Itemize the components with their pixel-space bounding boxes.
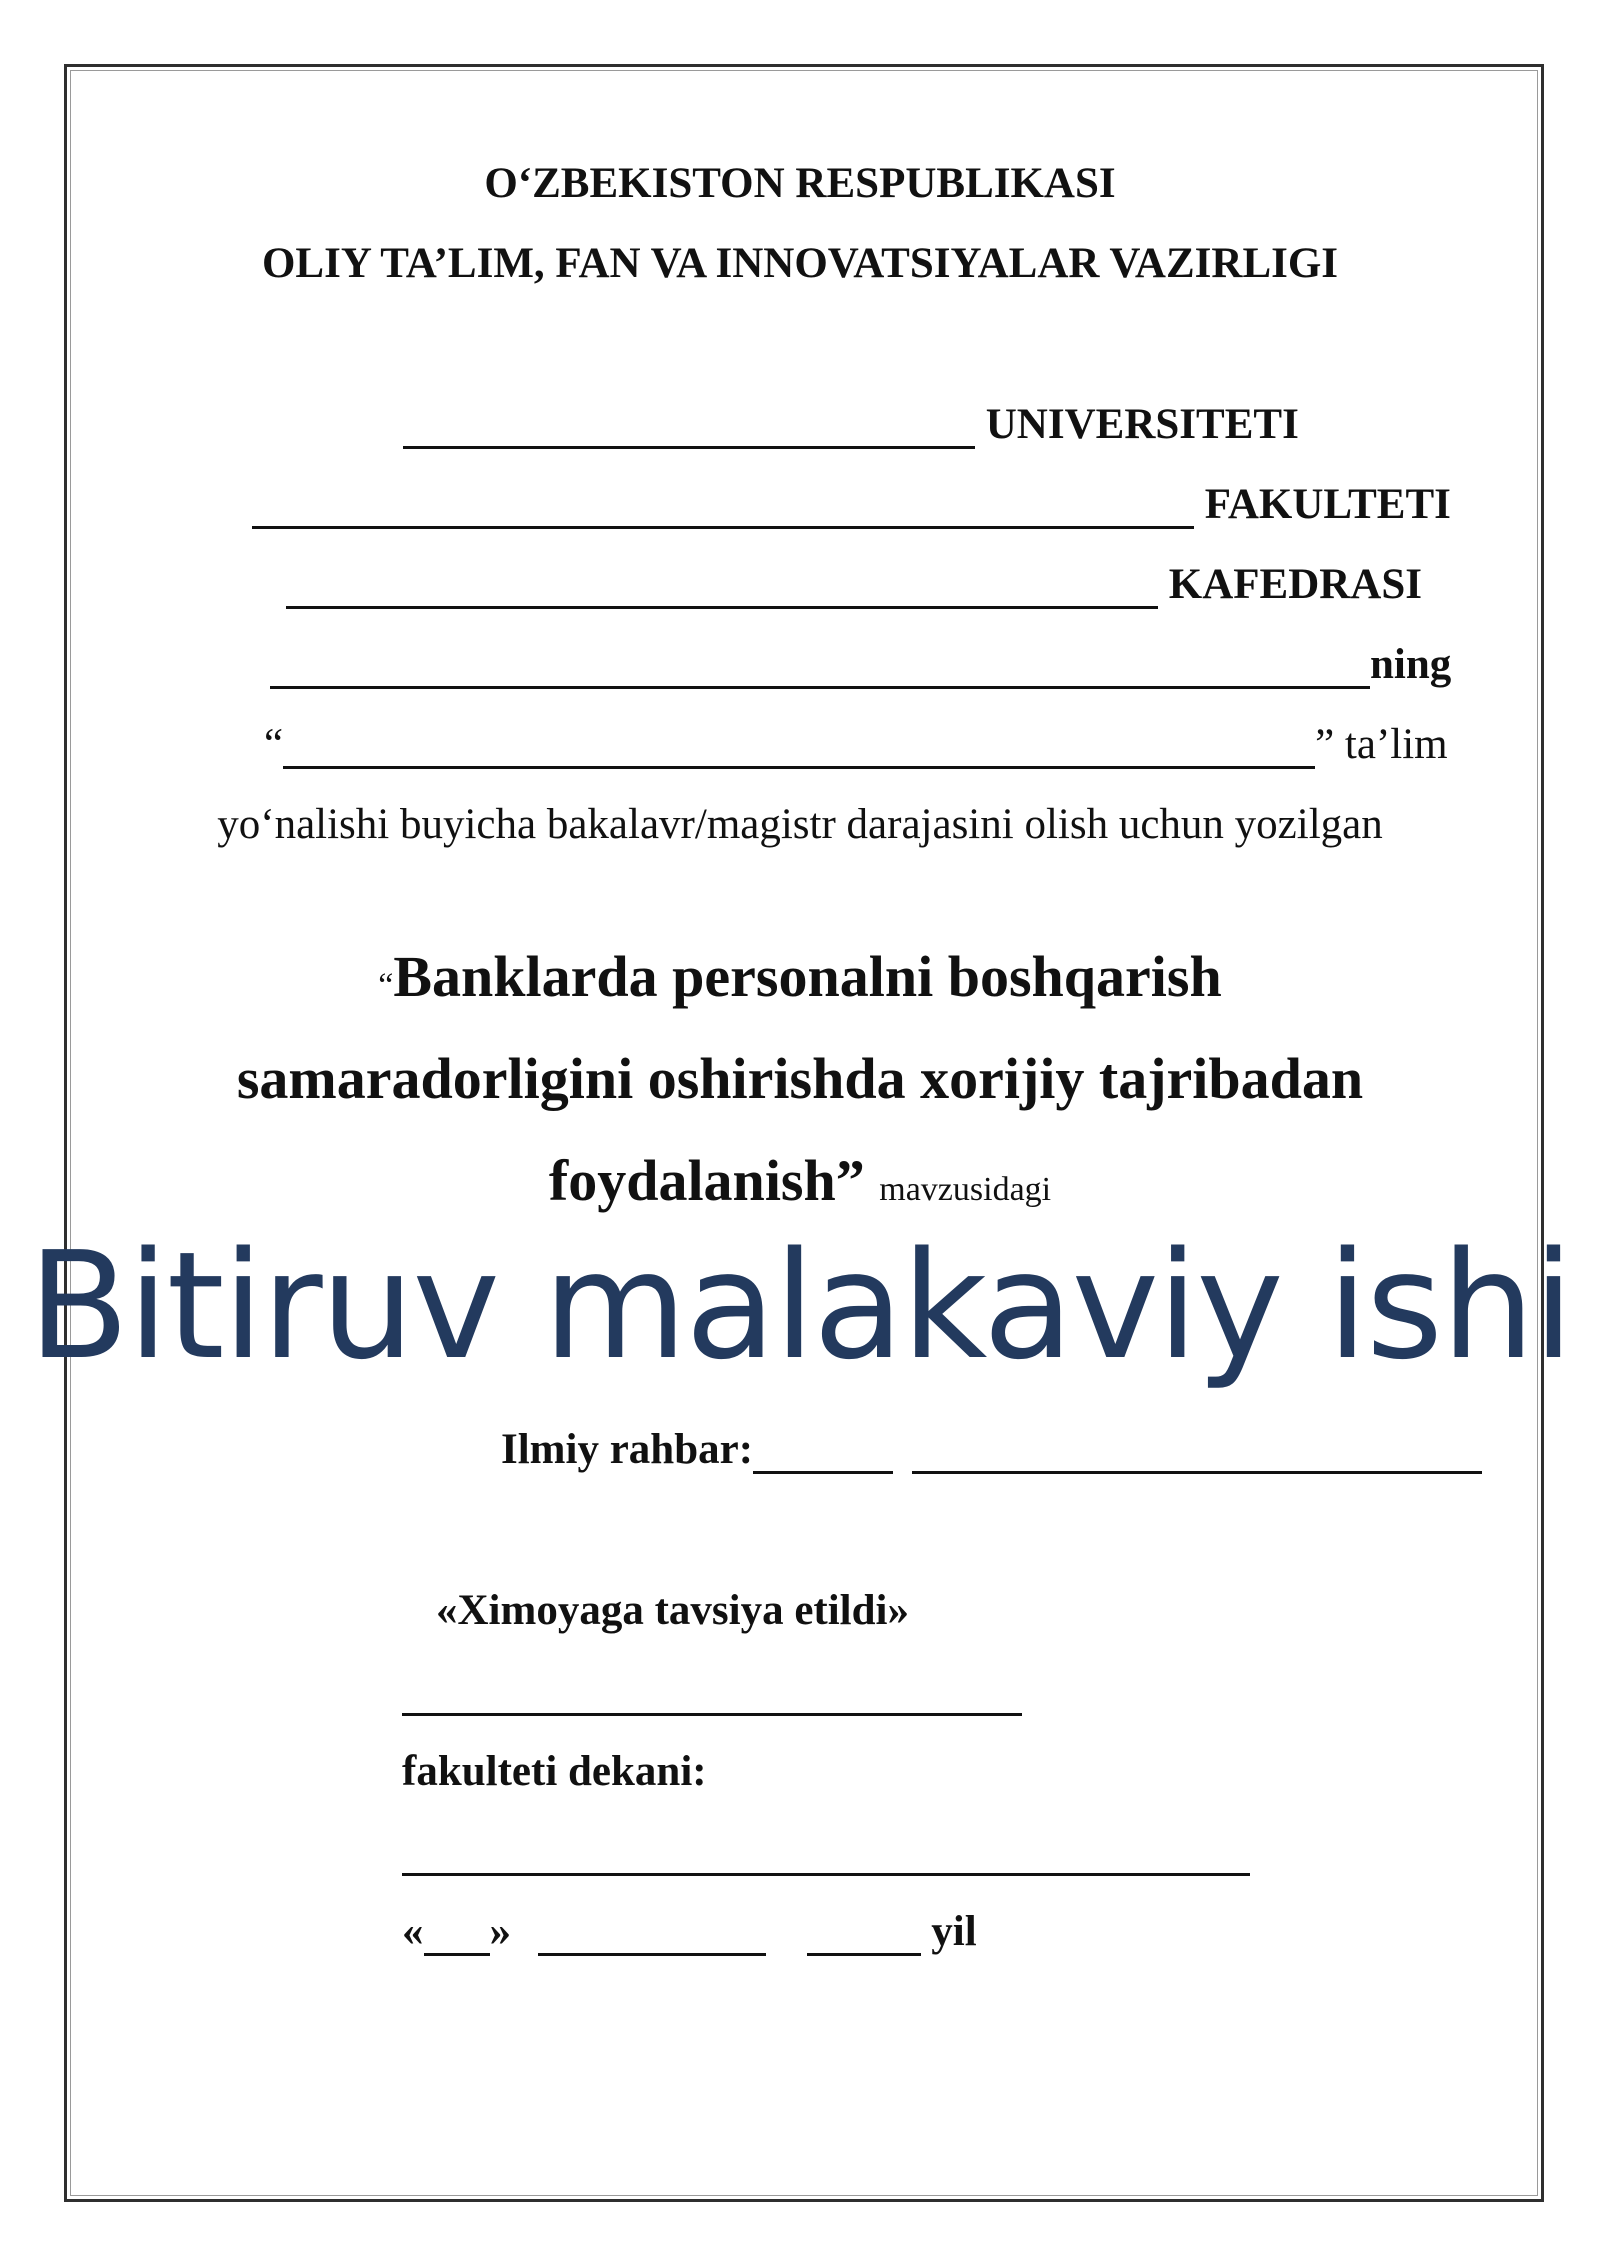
page-border xyxy=(64,64,1544,2202)
supervisor-label: Ilmiy rahbar: xyxy=(501,1426,754,1473)
department-blank xyxy=(286,563,1158,609)
supervisor-line xyxy=(501,1428,1482,1474)
direction-blank xyxy=(283,723,1315,769)
department-label: KAFEDRASI xyxy=(1168,561,1423,608)
topic-line-2: samaradorligini oshirishda xorijiy tajribadan xyxy=(236,1046,1364,1111)
dean-label: fakulteti dekani: xyxy=(402,1748,707,1795)
direction-line xyxy=(264,723,1448,769)
direction-close: ” ta’lim xyxy=(1315,721,1448,768)
date-year-blank xyxy=(807,1910,921,1956)
direction-open-quote: “ xyxy=(264,721,284,768)
year-label: yil xyxy=(931,1908,977,1955)
faculty-label: FAKULTETI xyxy=(1204,481,1451,528)
topic-open-quote: “ xyxy=(378,967,394,1004)
dean-signature-blank xyxy=(402,1830,1250,1876)
department-line xyxy=(286,563,1422,609)
topic-line-1-text: Banklarda personalni boshqarish xyxy=(393,944,1222,1009)
topic-suffix: mavzusidagi xyxy=(879,1171,1052,1208)
faculty-blank xyxy=(252,483,1194,529)
date-line xyxy=(402,1910,977,1956)
student-line xyxy=(270,643,1451,689)
university-blank xyxy=(403,403,975,449)
student-suffix: ning xyxy=(1370,641,1452,688)
recommend-signature-blank xyxy=(402,1670,1022,1716)
faculty-line xyxy=(252,483,1451,529)
date-open-quote: « xyxy=(402,1908,424,1955)
recommend-signature-line xyxy=(402,1670,1022,1716)
date-day-blank xyxy=(424,1910,490,1956)
date-month-blank xyxy=(538,1910,766,1956)
header-ministry: OLIY TA’LIM, FAN VA INNOVATSIYALAR VAZIRLIGI xyxy=(261,240,1339,287)
recommend-label: «Ximoyaga tavsiya etildi» xyxy=(436,1587,909,1634)
supervisor-blank-short xyxy=(753,1428,893,1474)
university-label: UNIVERSITETI xyxy=(985,401,1299,448)
topic-line-3 xyxy=(0,1148,1600,1213)
direction-sentence: yo‘nalishi buyicha bakalavr/magistr darajasini olish uchun yozilgan xyxy=(217,801,1383,848)
header-country: O‘ZBEKISTON RESPUBLIKASI xyxy=(484,160,1116,207)
page-border-inner xyxy=(70,70,1538,2196)
university-line xyxy=(403,403,1299,449)
student-blank xyxy=(270,643,1370,689)
date-close-quote: » xyxy=(489,1908,511,1955)
dean-signature-line xyxy=(402,1830,1250,1876)
topic-line-3-text: foydalanish” xyxy=(548,1148,865,1213)
supervisor-blank-long xyxy=(912,1428,1482,1474)
work-type-title: Bitiruv malakaviy ishi xyxy=(27,1220,1573,1392)
topic-line-1 xyxy=(0,944,1600,1009)
